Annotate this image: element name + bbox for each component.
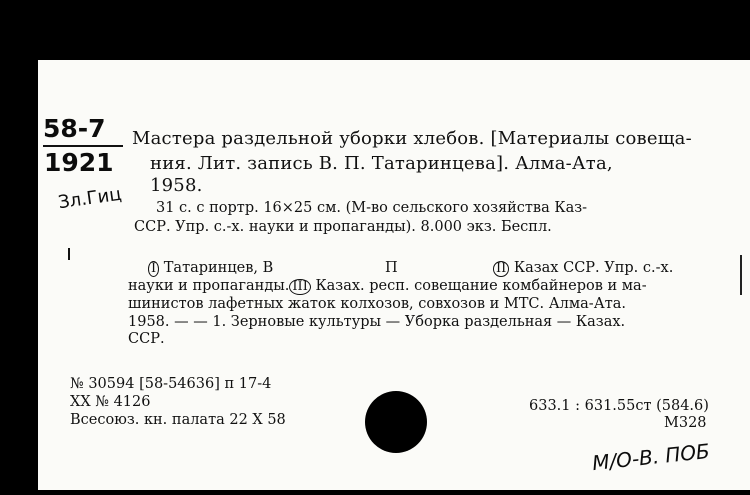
- record-number: № 30594 [58-54636] п 17-4: [70, 376, 272, 392]
- title-line-2: ния. Лит. запись В. П. Татаринцева]. Алма-Ата,: [150, 153, 613, 174]
- tracing-line-2a: науки и пропаганды.: [128, 278, 290, 294]
- shelf-mark-rule: [43, 145, 123, 147]
- title-line-1: Мастера раздельной уборки хлебов. [Материалы совеща-: [132, 128, 692, 149]
- tracing-line-3: шинистов лафетных жаток колхозов, совхозов и МТС. Алма-Ата.: [128, 296, 626, 312]
- punch-hole: [365, 391, 427, 453]
- handwritten-note: Зл.Гиц: [56, 183, 123, 214]
- tracing-line-2b: Казах. респ. совещание комбайнеров и ма-: [315, 278, 647, 294]
- tracing-marker-3: III: [289, 279, 310, 295]
- collation-line-2: ССР. Упр. с.-х. науки и пропаганды). 8.000 экз. Беспл.: [134, 219, 552, 235]
- book-chamber: Всесоюз. кн. палата 22 X 58: [70, 412, 286, 428]
- tracing-marker-2: II: [493, 261, 509, 277]
- tracing-corporate-name: Казах ССР. Упр. с.-х.: [513, 260, 674, 276]
- series-number: XX № 4126: [70, 394, 151, 410]
- flag-mark-left: [68, 248, 70, 260]
- tracing-line-1b: П: [385, 260, 398, 276]
- tracing-line-1c: [493, 260, 673, 277]
- collation-line-1: 31 с. с портр. 16×25 см. (М-во сельского хозяйства Каз-: [156, 200, 588, 216]
- classification-index: 633.1 : 631.55ст (584.6): [529, 398, 709, 414]
- title-line-3: 1958.: [150, 175, 203, 196]
- shelf-mark-bottom: 1921: [44, 148, 114, 177]
- handwritten-signature: М/О-В. ПОБ: [591, 438, 711, 476]
- tracing-line-1a: [148, 260, 273, 277]
- flag-mark-right: [740, 255, 742, 295]
- tracing-line-2: [128, 278, 647, 295]
- author-mark: М328: [664, 415, 707, 431]
- tracing-marker-1: I: [148, 261, 159, 277]
- tracing-line-4: 1958. — — 1. Зерновые культуры — Уборка раздельная — Казах.: [128, 314, 626, 330]
- tracing-personal-name: Татаринцев, В: [163, 260, 274, 276]
- shelf-mark-top: 58-7: [43, 114, 106, 143]
- tracing-line-5: ССР.: [128, 331, 165, 347]
